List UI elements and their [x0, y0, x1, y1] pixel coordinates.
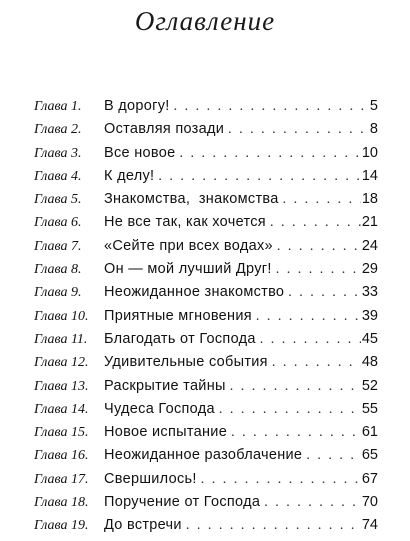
page-number: 48: [361, 354, 378, 371]
dot-leader: [270, 215, 361, 231]
chapter-title: Неожиданное знакомство: [104, 284, 285, 301]
chapter-title: Знакомства, знакомства: [104, 191, 279, 208]
toc-entry[interactable]: [34, 354, 378, 377]
dot-leader: [201, 472, 361, 488]
chapter-number: Глава 9.: [34, 285, 82, 301]
toc-entry[interactable]: [34, 214, 378, 237]
chapter-number: Глава 7.: [34, 238, 82, 254]
chapter-number: Глава 2.: [34, 122, 82, 138]
chapter-number: Глава 6.: [34, 215, 82, 231]
dot-leader: [276, 262, 361, 278]
dot-leader: [174, 99, 369, 115]
page-number: 52: [361, 377, 378, 394]
page-number: 65: [361, 447, 378, 464]
chapter-title: Все новое: [104, 144, 176, 161]
toc-entry[interactable]: [34, 308, 378, 331]
dot-leader: [277, 239, 361, 255]
chapter-number: Глава 17.: [34, 471, 89, 487]
chapter-title: В дорогу!: [104, 98, 170, 114]
chapter-number: Глава 4.: [34, 168, 82, 184]
dot-leader: [219, 402, 361, 418]
chapter-number: Глава 10.: [34, 308, 89, 324]
dot-leader: [231, 425, 361, 441]
chapter-number: Глава 13.: [34, 378, 89, 394]
page-number: 8: [369, 121, 378, 138]
dot-leader: [306, 448, 361, 464]
page-number: 39: [361, 307, 378, 324]
page-number: 45: [361, 330, 378, 347]
page-number: 14: [361, 167, 378, 184]
dot-leader: [283, 192, 361, 208]
dot-leader: [228, 122, 369, 138]
chapter-number: Глава 8.: [34, 262, 82, 278]
chapter-title: «Сейте при всех водах»: [104, 237, 273, 254]
page-number: 29: [361, 261, 378, 278]
chapter-number: Глава 11.: [34, 331, 88, 347]
toc-entry[interactable]: [34, 424, 378, 447]
toc-entry[interactable]: [34, 494, 378, 517]
dot-leader: [230, 379, 361, 395]
chapter-number: Глава 19.: [34, 518, 89, 534]
chapter-number: Глава 5.: [34, 192, 82, 208]
chapter-title: Чудеса Господа: [104, 400, 215, 417]
chapter-number: Глава 3.: [34, 145, 82, 161]
toc-entry[interactable]: [34, 517, 378, 540]
chapter-number: Глава 14.: [34, 401, 89, 417]
dot-leader: [272, 355, 361, 371]
dot-leader: [264, 495, 361, 511]
chapter-number: Глава 18.: [34, 495, 89, 511]
toc-entry[interactable]: [34, 331, 378, 354]
chapter-title: Раскрытие тайны: [104, 377, 226, 394]
toc-entry[interactable]: [34, 284, 378, 307]
toc-entry[interactable]: [34, 261, 378, 284]
chapter-number: Глава 15.: [34, 425, 89, 441]
dot-leader: [288, 285, 361, 301]
chapter-title: Приятные мгновения: [104, 307, 252, 324]
dot-leader: [158, 169, 361, 185]
chapter-title: Поручение от Господа: [104, 494, 261, 511]
page-number: 61: [361, 424, 378, 441]
toc-entry[interactable]: [34, 145, 378, 168]
toc-entry[interactable]: [34, 191, 378, 214]
chapter-title: К делу!: [104, 167, 155, 184]
dot-leader: [179, 146, 360, 162]
page-number: 74: [361, 517, 378, 534]
page-number: 67: [361, 470, 378, 487]
chapter-title: До встречи: [104, 517, 182, 534]
page-number: 55: [361, 400, 378, 417]
page-number: 70: [361, 494, 378, 511]
toc-entry[interactable]: [34, 401, 378, 424]
page-number: 10: [361, 144, 378, 161]
chapter-title: Свершилось!: [104, 470, 197, 487]
chapter-title: Неожиданное разоблачение: [104, 447, 303, 464]
toc-entry[interactable]: [34, 98, 378, 121]
toc-entry[interactable]: [34, 168, 378, 191]
page-number: 18: [361, 191, 378, 208]
page-number: 21: [361, 214, 378, 231]
toc-entry[interactable]: [34, 447, 378, 470]
dot-leader: [256, 309, 361, 325]
chapter-number: Глава 1.: [34, 99, 82, 114]
chapter-title: Не все так, как хочется: [104, 214, 266, 231]
page-number: 5: [369, 98, 378, 114]
chapter-title: Благодать от Господа: [104, 330, 256, 347]
page-title: Оглавление: [134, 6, 276, 36]
chapter-title: Оставляя позади: [104, 121, 225, 138]
toc-entry[interactable]: [34, 471, 378, 494]
toc-entry[interactable]: [34, 238, 378, 261]
toc-entry[interactable]: [34, 378, 378, 401]
chapter-title: Он — мой лучший Друг!: [104, 261, 272, 278]
chapter-number: Глава 12.: [34, 355, 89, 371]
chapter-title: Новое испытание: [104, 424, 228, 441]
chapter-title: Удивительные события: [104, 354, 268, 371]
table-of-contents: [34, 98, 378, 541]
dot-leader: [260, 332, 361, 348]
chapter-number: Глава 16.: [34, 448, 89, 464]
dot-leader: [186, 518, 361, 534]
toc-entry[interactable]: [34, 121, 378, 144]
page-number: 33: [361, 284, 378, 301]
page-number: 24: [361, 237, 378, 254]
